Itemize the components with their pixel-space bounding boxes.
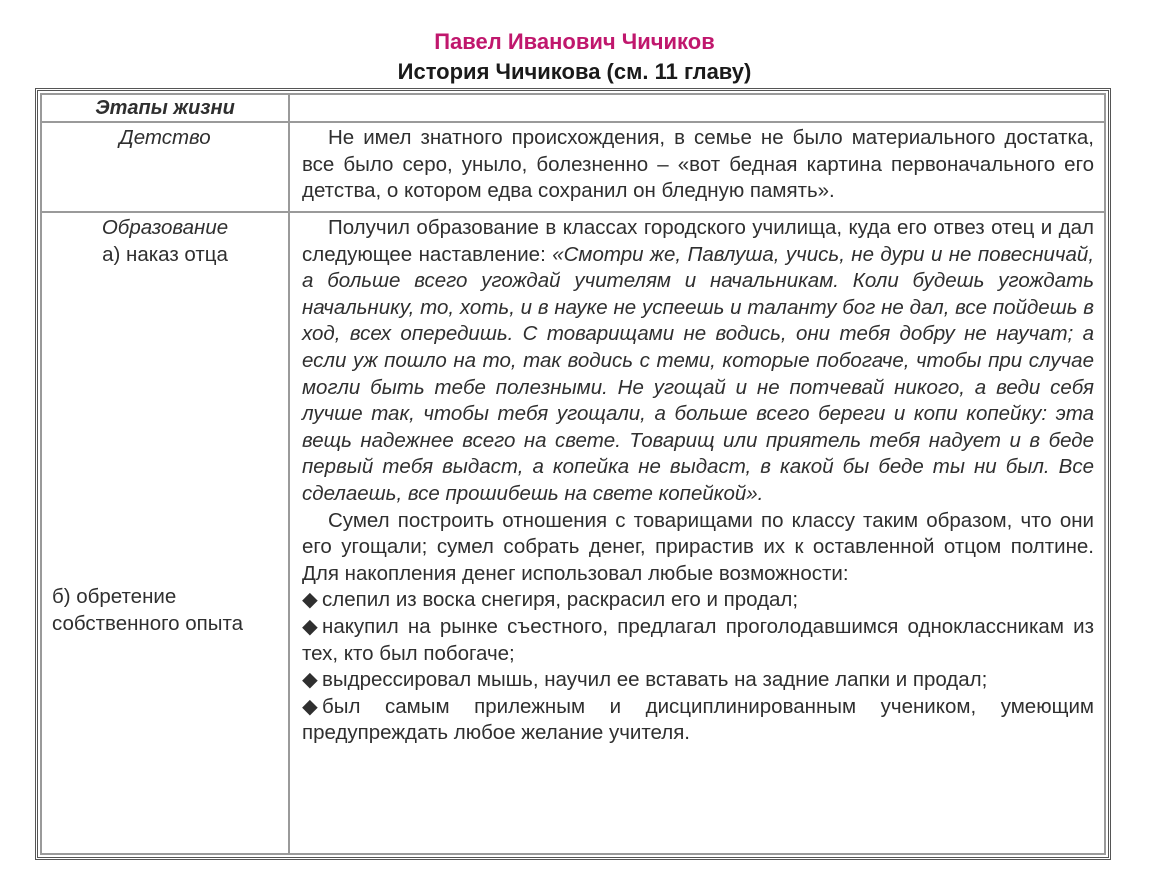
stage-cell-childhood [41,122,289,212]
list-item [302,614,1094,667]
childhood-text: Не имел знатного происхождения, в семье не было материального достатка, все было серо, уныло, болезненно – «вот бедная картина первоначального его детства, о котором едва сохранил он бледную память». [302,126,1094,203]
page-subtitle: История Чичикова (см. 11 главу) [397,59,752,84]
description-cell-childhood [289,122,1105,212]
header-cell-description [289,94,1105,122]
father-instruction-quote: «Смотри же, Павлуша, учись, не дури и не повесничай, а больше всего угождай учителям и начальникам. Коли будешь угождать начальнику, то, хоть, и в науке не успеешь и таланту бог не дал, все пойдешь в ход, всех опередишь. С товарищами не водись, они тебя добру не научат; а если уж пошло на то, так водись с теми, которые побогаче, чтобы при случае могли быть тебе полезными. Не угощай и не потчевай никого, а веди себя лучше так, чтобы тебя угощали, а больше всего береги и копи копейку: эта вещь надежнее всего на свете. Товарищ или приятель тебя надует и в беде первый тебя выдаст, а копейка не выдаст, в какой бы беде ты ни был. Все сделаешь, все прошибешь на свете копейкой». [302,242,1095,505]
education-paragraph-2: Сумел построить отношения с товарищами по классу таким образом, что они его угощали; сумел собрать денег, прирастив их к оставленной отцом полтине. Для накопления денег использовал любые возможности: [302,508,1094,585]
description-cell-education [289,212,1105,854]
stage-education-sub-a: а) наказ отца [102,242,228,266]
life-stages-table-frame [35,88,1111,860]
life-stages-table [40,93,1106,855]
education-intro: Получил образование в классах городского училища, куда его отвез отец и дал следующее наставление: [302,216,1094,266]
header-cell-stages [41,94,289,122]
table-row-education [41,212,1105,854]
list-item-text: выдрессировал мышь, научил ее вставать на задние лапки и продал; [322,668,988,692]
list-item [302,694,1094,747]
header-label-stages: Этапы жизни [95,97,235,119]
education-paragraph-1 [302,215,1094,508]
stage-education-sub-b: б) обретение собственного опыта [52,585,244,635]
diamond-bullet-icon: ◆ [302,668,318,692]
page-title: Павел Иванович Чичиков [434,29,715,54]
stage-cell-education [41,212,289,854]
diamond-bullet-icon: ◆ [302,694,318,718]
table-row-childhood [41,122,1105,212]
diamond-bullet-icon: ◆ [302,614,318,638]
list-item [302,587,1094,614]
list-item-text: слепил из воска снегиря, раскрасил его и продал; [322,588,799,612]
list-item [302,667,1094,694]
list-item-text: был самым прилежным и дисциплинированным учеником, умеющим предупреждать любое желание учителя. [302,694,1094,745]
diamond-bullet-icon: ◆ [302,588,318,612]
stage-education: Образование [101,216,229,239]
table-header-row [41,94,1105,122]
list-item-text: накупил на рынке съестного, предлагал проголодавшимся одноклассникам из тех, кто был побогаче; [302,614,1094,665]
stage-childhood: Детство [119,126,211,149]
